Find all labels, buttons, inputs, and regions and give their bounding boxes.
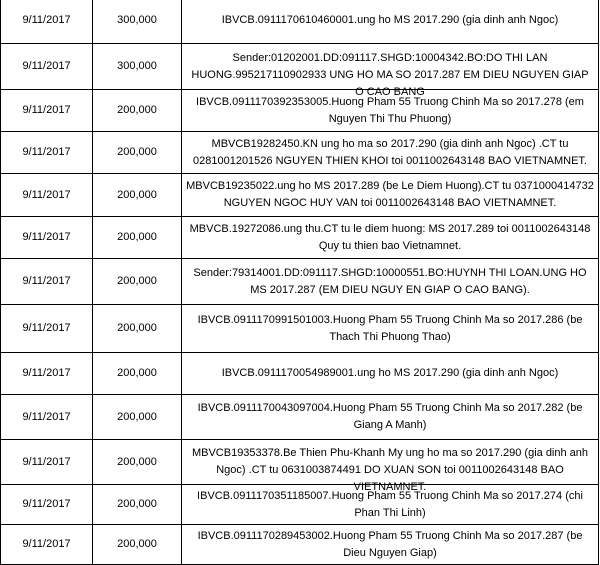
description-text: MBVCB19235022.ung ho MS 2017.289 (be Le Diem Huong).CT tu 0371000414732 NGUYEN NGOC HUY VAN toi 0011002643148 BAO VIETNAMNET. [186,180,594,209]
date-cell: 9/11/2017 [1,174,93,217]
table-row [1,217,599,259]
amount-cell: 300,000 [93,0,182,44]
amount-cell: 200,000 [93,174,182,217]
description-cell [182,174,599,217]
description-text: IBVCB.0911170351185007.Huong Pham 55 Truong Chinh Ma so 2017.274 (chi Phan Thi Linh) [197,489,583,519]
description-cell [182,305,599,353]
description-cell [182,259,599,305]
description-text: MBVCB19282450.KN ung ho ma so 2017.290 (gia dinh anh Ngoc) .CT tu 0281001201526 NGUYEN THIEN KHOI toi 0011002643148 BAO VIETNAMNET. [193,137,587,167]
amount-cell: 200,000 [93,353,182,395]
date-cell: 9/11/2017 [1,259,93,305]
description-text: IBVCB.0911170610460001.ung ho MS 2017.290 (gia dinh anh Ngoc) [221,14,559,26]
amount-cell: 200,000 [93,440,182,485]
date-cell: 9/11/2017 [1,440,93,485]
description-text: IBVCB.0911170289453002.Huong Pham 55 Truong Chinh Ma so 2017.287 (be Dieu Nguyen Giap) [197,529,583,559]
description-text: IBVCB.0911170043097004.Huong Pham 55 Truong Chinh Ma so 2017.282 (be Giang A Manh) [197,402,583,431]
amount-cell: 200,000 [93,132,182,174]
amount-cell: 200,000 [93,485,182,525]
table-row [1,305,599,353]
date-cell: 9/11/2017 [1,525,93,565]
table-row [1,395,599,440]
amount-cell: 300,000 [93,44,182,90]
date-cell: 9/11/2017 [1,44,93,90]
date-cell: 9/11/2017 [1,90,93,132]
date-cell: 9/11/2017 [1,353,93,395]
table-row [1,44,599,90]
date-cell: 9/11/2017 [1,395,93,440]
description-cell [182,395,599,440]
table-row [1,485,599,525]
amount-cell: 200,000 [93,217,182,259]
table-body [1,0,599,565]
description-cell [182,90,599,132]
description-cell [182,353,599,395]
table-row [1,259,599,305]
description-cell [182,217,599,259]
table-row [1,440,599,485]
date-cell: 9/11/2017 [1,485,93,525]
description-cell [182,44,599,98]
description-cell [182,132,599,174]
description-text: IBVCB.0911170392353005.Huong Pham 55 Truong Chinh Ma so 2017.278 (em Nguyen Thi Thu Phuong) [196,95,584,125]
description-cell [182,525,599,565]
amount-cell: 200,000 [93,90,182,132]
table-row [1,0,599,44]
description-text: MBVCB19353378.Be Thien Phu-Khanh My ung ho ma so 2017.290 (gia dinh anh Ngoc) .CT tu 0631003874491 DO XUAN SON toi 0011002643148 BAO VIETNAMNET. [191,447,589,493]
amount-cell: 200,000 [93,525,182,565]
description-text: Sender:79314001.DD:091117.SHGD:10000551.BO:HUYNH THI LOAN.UNG HO MS 2017.287 (EM DIEU NGUY EN GIAP O CAO BANG). [193,266,587,296]
table-row [1,174,599,217]
description-cell [182,485,599,525]
description-text: Sender:01202001.DD:091117.SHGD:10004342.BO:DO THI LAN HUONG.995217110902933 UNG HO MA SO 2017.287 EM DIEU NGUYEN GIAP O CAO BANG [191,51,589,98]
amount-cell: 200,000 [93,395,182,440]
description-cell [182,440,599,493]
date-cell: 9/11/2017 [1,217,93,259]
date-cell: 9/11/2017 [1,305,93,353]
description-cell [182,0,599,44]
table-row [1,90,599,132]
table-row [1,353,599,395]
description-text: IBVCB.0911170054989001.ung ho MS 2017.290 (gia dinh anh Ngoc) [221,367,559,379]
date-cell: 9/11/2017 [1,132,93,174]
description-text: MBVCB.19272086.ung thu.CT tu le diem huong: MS 2017.289 toi 0011002643148 Quy tu thien bao Vietnamnet. [189,222,591,252]
description-text: IBVCB.0911170991501003.Huong Pham 55 Truong Chinh Ma so 2017.286 (be Thach Thi Phuong Thao) [197,313,583,343]
table-row [1,132,599,174]
table-row [1,525,599,565]
amount-cell: 200,000 [93,305,182,353]
date-cell: 9/11/2017 [1,0,93,44]
amount-cell: 200,000 [93,259,182,305]
